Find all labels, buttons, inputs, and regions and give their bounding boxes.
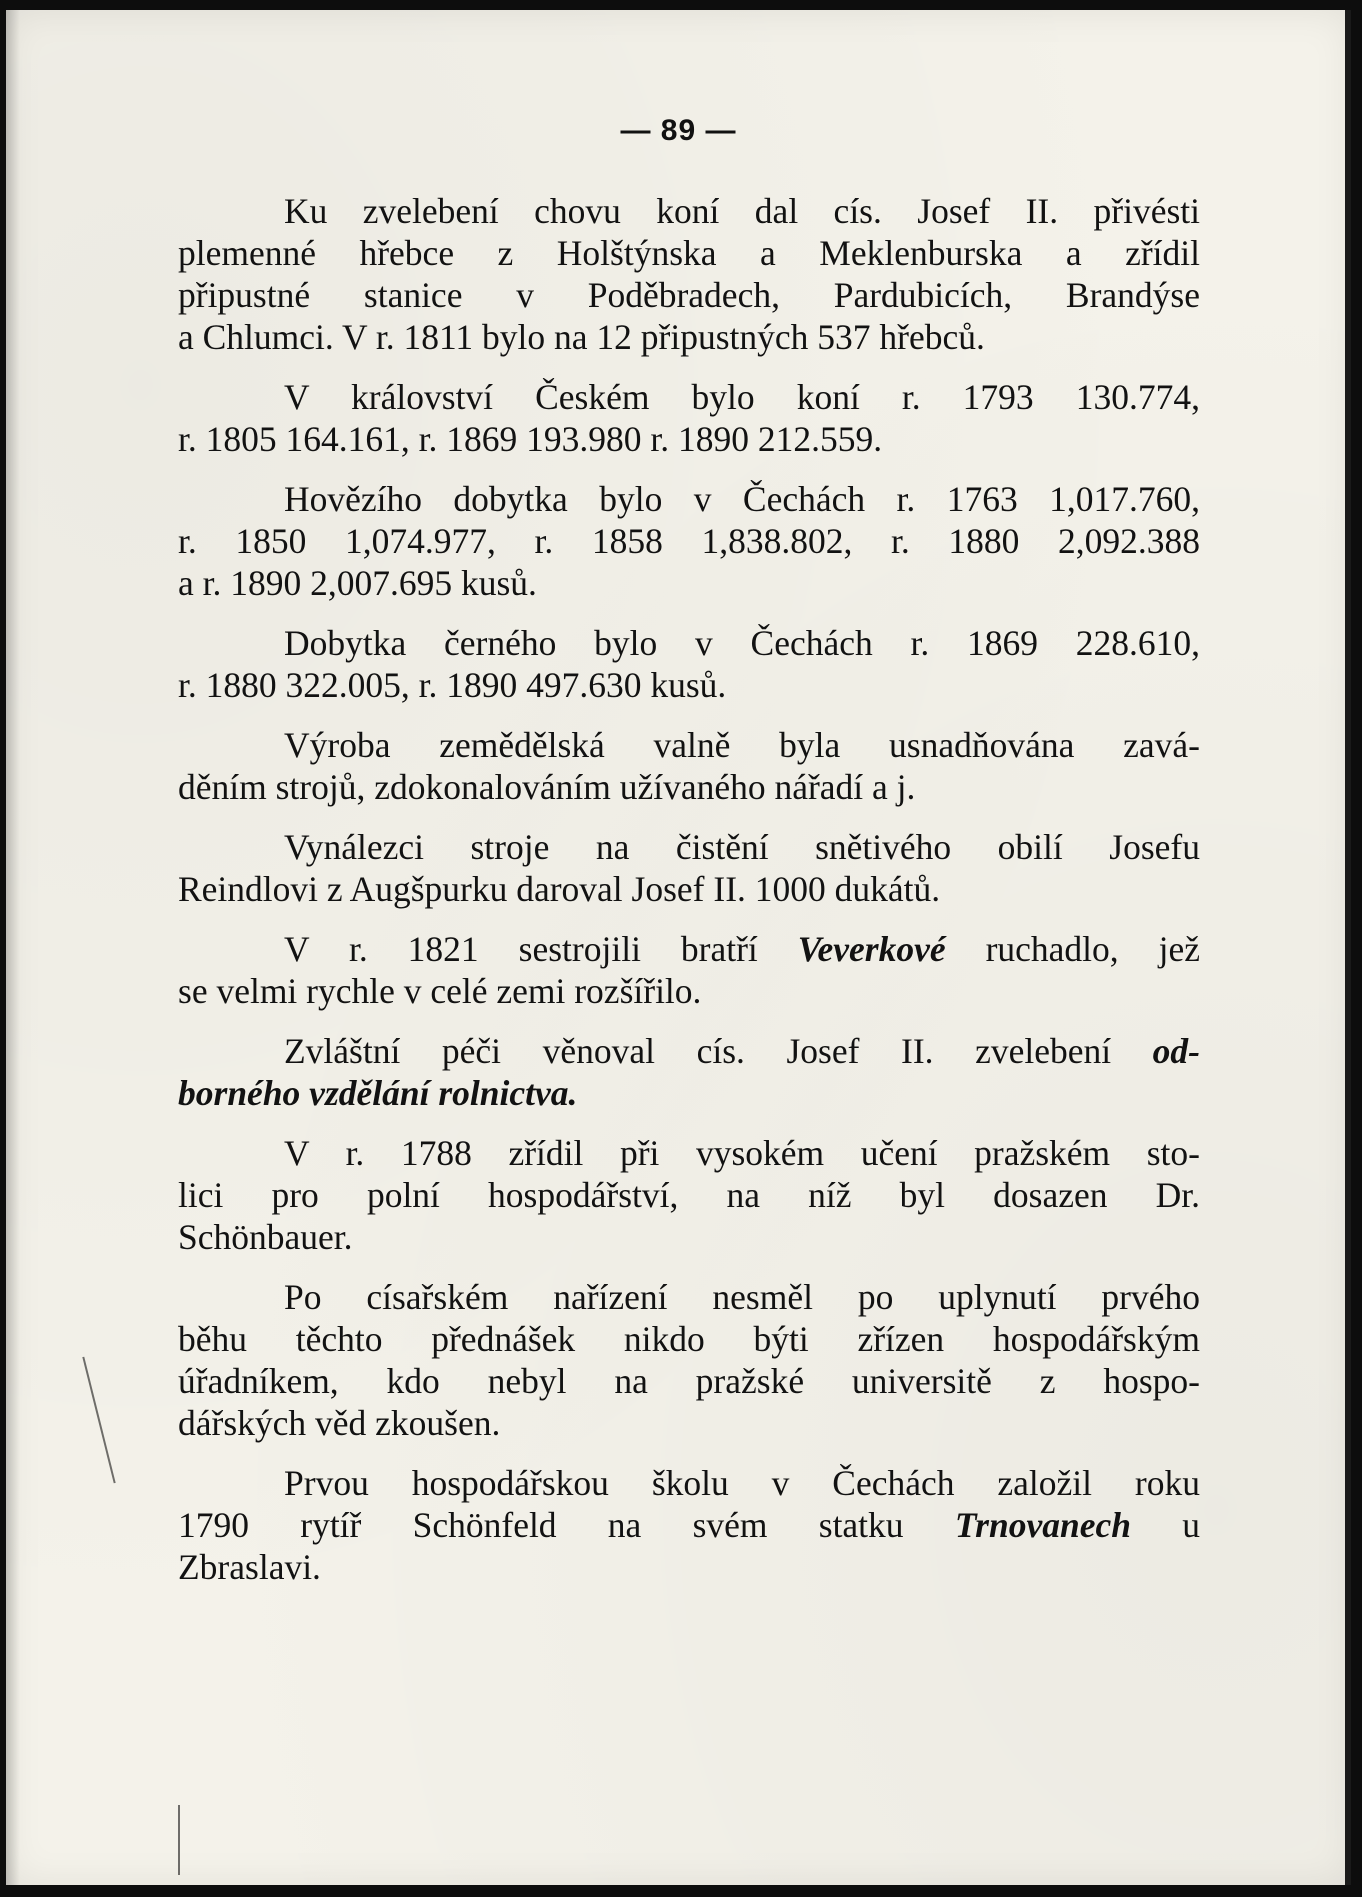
paragraph-education: [178, 1030, 1200, 1114]
paragraph-horse-counts: [178, 376, 1200, 460]
text-run: 1790 rytíř Schönfeld na svém statku: [178, 1505, 955, 1545]
text-line: r. 1850 1,074.977, r. 1858 1,838.802, r. 1880 2,092.388: [178, 521, 1200, 561]
page-number: — 89 —: [620, 114, 737, 147]
text-line: Prvou hospodářskou školu v Čechách založil roku: [284, 1463, 1200, 1503]
text-line: Po císařském nařízení nesměl po uplynutí prvého: [284, 1277, 1200, 1317]
text-line: připustné stanice v Poděbradech, Pardubicích, Brandýse: [178, 275, 1200, 315]
margin-scratch-mark: [82, 1357, 115, 1484]
paragraph-machinery: [178, 724, 1200, 808]
text-line: Vynálezci stroje na čistění snětivého obilí Josefu: [284, 827, 1200, 867]
paragraph-pig-counts: [178, 622, 1200, 706]
emphasized-name: Veverkové: [797, 929, 946, 969]
text-line: [178, 928, 1200, 970]
text-line: V r. 1788 zřídil při vysokém učení pražském sto-: [284, 1133, 1200, 1173]
paragraph-imperial-decree: [178, 1276, 1200, 1444]
text-line: Hovězího dobytka bylo v Čechách r. 1763 1,017.760,: [284, 479, 1200, 519]
text-line: [178, 1072, 1200, 1114]
text-line: úřadníkem, kdo nebyl na pražské universitě z hospo-: [178, 1361, 1200, 1401]
text-line: Reindlovi z Augšpurku daroval Josef II. 1000 dukátů.: [178, 869, 941, 909]
text-run: Zvláštní péči věnoval cís. Josef II. zvelebení: [284, 1031, 1153, 1071]
emphasized-phrase: borného vzdělání rolnictva.: [178, 1073, 578, 1113]
paragraph-inventor-reward: [178, 826, 1200, 910]
text-line: děním strojů, zdokonalováním užívaného nářadí a j.: [178, 767, 916, 807]
text-line: Zbraslavi.: [178, 1547, 321, 1587]
paragraph-ruchadlo: [178, 928, 1200, 1012]
margin-scratch-mark: [178, 1805, 180, 1875]
text-line: [178, 1504, 1200, 1546]
text-line: a Chlumci. V r. 1811 bylo na 12 připustných 537 hřebců.: [178, 317, 985, 357]
text-line: a r. 1890 2,007.695 kusů.: [178, 563, 537, 603]
text-run: V r. 1821 sestrojili bratří: [284, 929, 798, 969]
text-line: Ku zvelebení chovu koní dal cís. Josef II. přivésti: [284, 191, 1200, 231]
text-line: běhu těchto přednášek nikdo býti zřízen hospodářským: [178, 1319, 1200, 1359]
text-line: [178, 1030, 1200, 1072]
emphasized-phrase: od-: [1152, 1031, 1200, 1071]
paragraph-cattle-counts: [178, 478, 1200, 604]
text-run: ruchadlo, jež: [945, 929, 1200, 969]
paragraph-horse-breeding: [178, 190, 1200, 358]
text-line: Dobytka černého bylo v Čechách r. 1869 228.610,: [284, 623, 1200, 663]
book-page: [6, 10, 1351, 1885]
text-line: Schönbauer.: [178, 1217, 353, 1257]
emphasized-place: Trnovanech: [954, 1505, 1131, 1545]
paragraph-university-chair: [178, 1132, 1200, 1258]
paragraph-first-school: [178, 1462, 1200, 1588]
body-text: [178, 190, 1200, 1606]
text-line: r. 1880 322.005, r. 1890 497.630 kusů.: [178, 665, 727, 705]
text-line: r. 1805 164.161, r. 1869 193.980 r. 1890 212.559.: [178, 419, 883, 459]
text-line: Výroba zemědělská valně byla usnadňována zavá-: [284, 725, 1200, 765]
text-line: se velmi rychle v celé zemi rozšířilo.: [178, 971, 702, 1011]
text-line: plemenné hřebce z Holštýnska a Meklenburska a zřídil: [178, 233, 1200, 273]
text-run: u: [1131, 1505, 1200, 1545]
text-line: lici pro polní hospodářství, na níž byl dosazen Dr.: [178, 1175, 1200, 1215]
text-line: V království Českém bylo koní r. 1793 130.774,: [284, 377, 1200, 417]
page-gutter-shadow: [6, 10, 20, 1885]
text-line: dářských věd zkoušen.: [178, 1403, 501, 1443]
page-right-border: [1345, 10, 1351, 1885]
